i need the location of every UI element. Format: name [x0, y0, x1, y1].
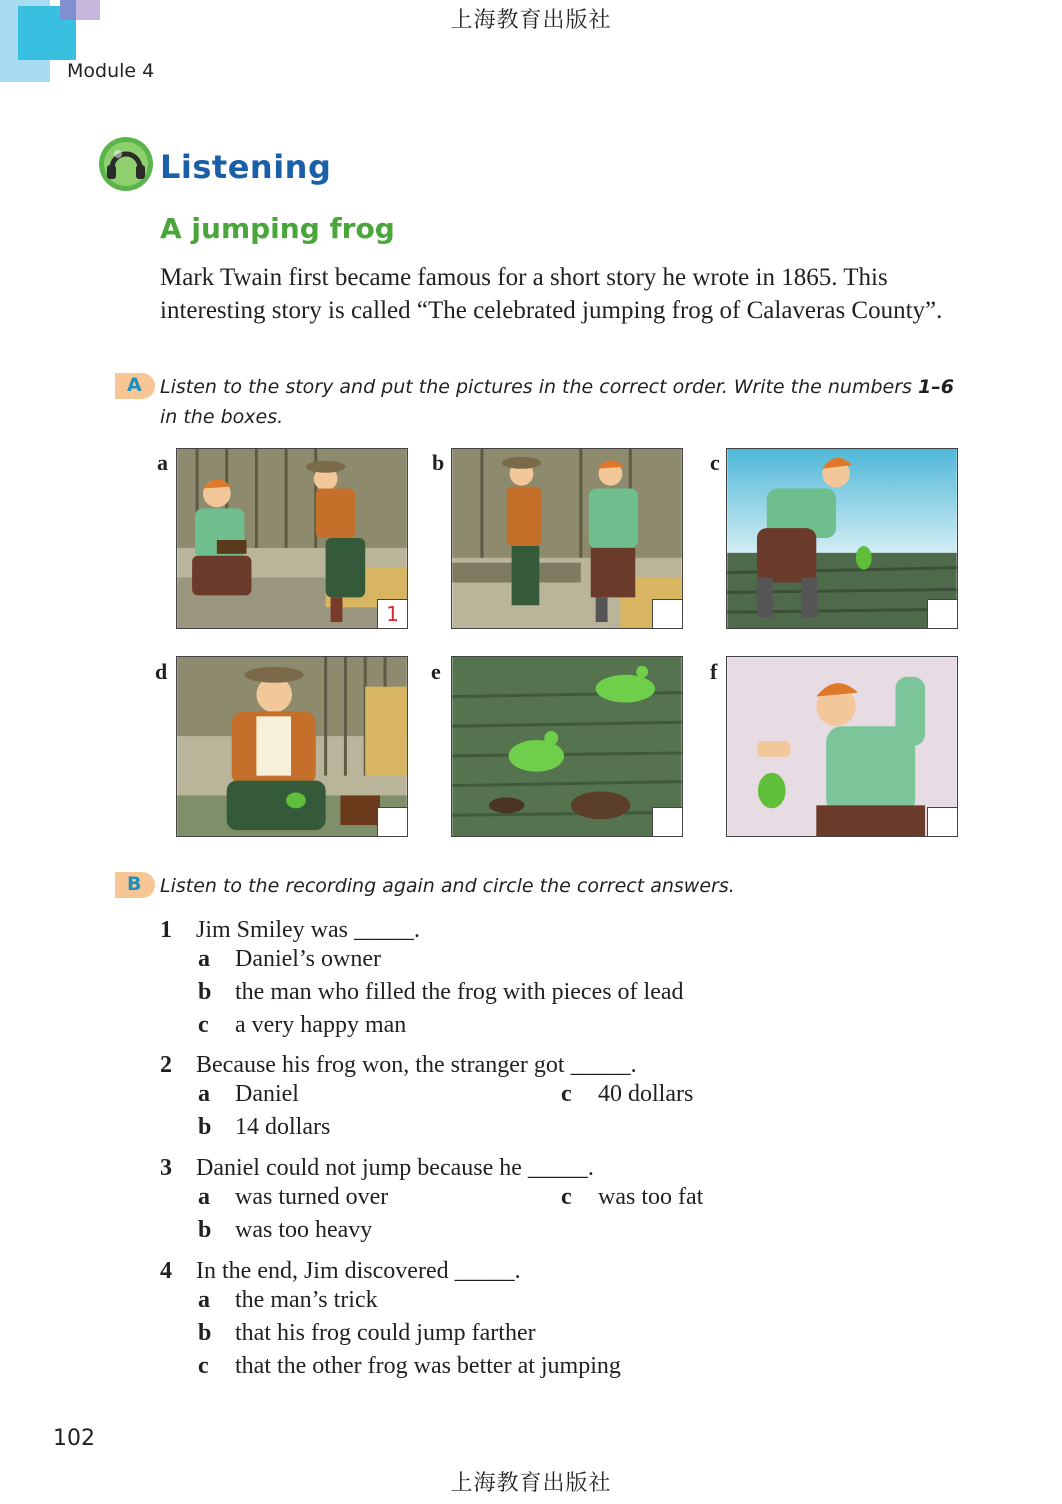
- surprised-man-illustration: [727, 657, 957, 836]
- activity-b-badge: B: [115, 872, 155, 898]
- section-title: Listening: [160, 148, 332, 186]
- picture-e: [451, 656, 683, 837]
- publisher-footer: 上海教育出版社: [450, 1471, 612, 1496]
- answer-box-e[interactable]: [652, 807, 682, 836]
- question-number: 3: [160, 1155, 172, 1181]
- picture-letter: e: [431, 659, 441, 684]
- answer-box-f[interactable]: [927, 807, 957, 836]
- question-text: In the end, Jim discovered _____.: [196, 1258, 521, 1284]
- question-number: 2: [160, 1052, 172, 1078]
- picture-b: [451, 448, 683, 629]
- picture-letter: b: [432, 450, 445, 475]
- picture-letter: a: [157, 450, 168, 475]
- picture-letter: c: [710, 450, 720, 475]
- headphones-icon: [98, 136, 154, 192]
- question-number: 1: [160, 917, 172, 943]
- answer-box-c[interactable]: [927, 599, 957, 628]
- two-men-illustration: [452, 449, 682, 628]
- question-text: Because his frog won, the stranger got _____.: [196, 1052, 637, 1078]
- picture-letter: f: [710, 659, 718, 684]
- publisher-header: 上海教育出版社: [450, 8, 612, 33]
- picture-f: [726, 656, 958, 837]
- answer-box-a[interactable]: 1: [377, 599, 407, 628]
- activity-b-instruction: Listen to the recording again and circle the correct answers.: [160, 875, 735, 897]
- porch-scene-illustration: [177, 449, 407, 628]
- man-with-frog-swamp-illustration: [727, 449, 957, 628]
- page-number: 102: [53, 1426, 95, 1451]
- question-text: Daniel could not jump because he _____.: [196, 1155, 594, 1181]
- answer-box-d[interactable]: [377, 807, 407, 836]
- answer-box-b[interactable]: [652, 599, 682, 628]
- question-number: 4: [160, 1258, 172, 1284]
- picture-a: [176, 448, 408, 629]
- activity-a-badge: A: [115, 373, 155, 399]
- question-text: Jim Smiley was _____.: [196, 917, 421, 943]
- activity-a-instruction: Listen to the story and put the pictures in the correct order. Write the numbers 1–6 in the boxes.: [160, 376, 954, 428]
- module-label: Module 4: [67, 60, 155, 82]
- picture-d: [176, 656, 408, 837]
- jumping-frogs-illustration: [452, 657, 682, 836]
- picture-c: [726, 448, 958, 629]
- picture-letter: d: [155, 659, 168, 684]
- story-title: A jumping frog: [160, 212, 395, 245]
- man-feeding-frog-illustration: [177, 657, 407, 836]
- story-intro: Mark Twain first became famous for a short story he wrote in 1865. This interesting story is called “The celebrated jumping frog of Calaveras County”.: [160, 264, 943, 324]
